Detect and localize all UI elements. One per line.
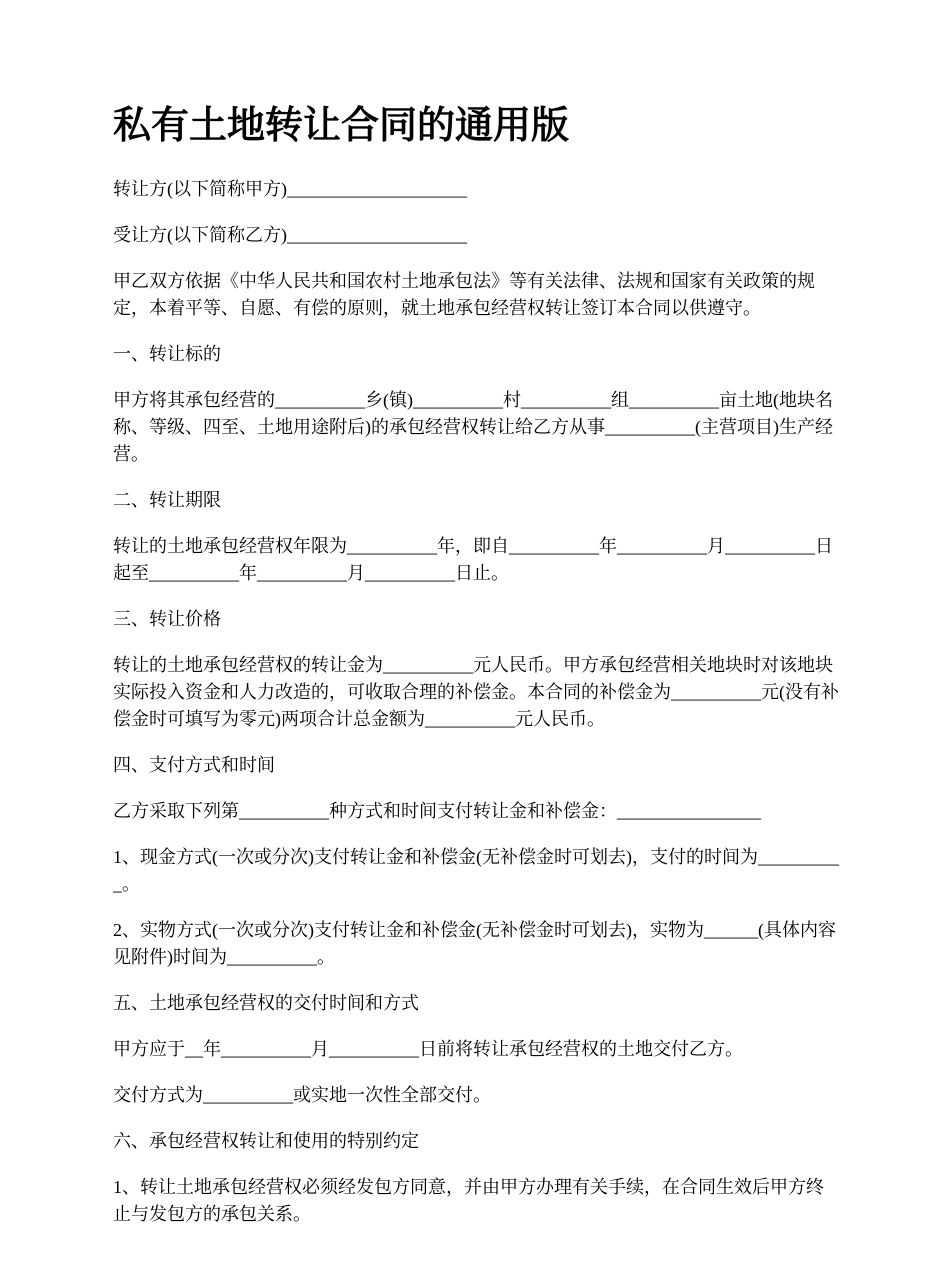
- section-3-heading: 三、转让价格: [113, 608, 221, 629]
- party-a-line: 转让方(以下简称甲方)____________________: [113, 178, 467, 199]
- section-5-heading: 五、土地承包经营权的交付时间和方式: [113, 992, 419, 1013]
- section-5-paragraph-2: 交付方式为__________或实地一次性全部交付。: [113, 1084, 491, 1105]
- section-3-paragraph: 转让的土地承包经营权的转让金为__________元人民币。甲方承包经营相关地块时对该地块实际投入资金和人力改造的，可收取合理的补偿金。本合同的补偿金为__________元(没有补偿金时可填写为零元)两项合计总金额为__________元人民币。: [113, 654, 839, 729]
- section-6-item-1: 1、转让土地承包经营权必须经发包方同意，并由甲方办理有关手续，在合同生效后甲方终止与发包方的承包关系。: [113, 1176, 824, 1224]
- section-6-heading: 六、承包经营权转让和使用的特别约定: [113, 1130, 419, 1151]
- section-4-paragraph: 乙方采取下列第__________种方式和时间支付转让金和补偿金：________________: [113, 800, 761, 821]
- payment-option-2: 2、实物方式(一次或分次)支付转让金和补偿金(无补偿金时可划去)，实物为______(具体内容见附件)时间为__________。: [113, 919, 836, 967]
- section-1-paragraph: 甲方将其承包经营的__________乡(镇)__________村__________组__________亩土地(地块名称、等级、四至、土地用途附后)的承包经营权转让给乙方从事__________(主营项目)生产经营。: [113, 389, 833, 464]
- section-2-paragraph: 转让的土地承包经营权年限为__________年，即自__________年__________月__________日起至__________年__________月__________日止。: [113, 535, 833, 583]
- section-2-heading: 二、转让期限: [113, 489, 221, 510]
- party-b-line: 受让方(以下简称乙方)____________________: [113, 224, 467, 245]
- preamble-paragraph: 甲乙双方依据《中华人民共和国农村土地承包法》等有关法律、法规和国家有关政策的规定，本着平等、自愿、有偿的原则，就土地承包经营权转让签订本合同以供遵守。: [113, 270, 815, 318]
- section-5-paragraph-1: 甲方应于__年__________月__________日前将转让承包经营权的土地交付乙方。: [113, 1038, 743, 1059]
- section-1-heading: 一、转让标的: [113, 343, 221, 364]
- document-title: 私有土地转让合同的通用版: [113, 105, 570, 147]
- payment-option-1: 1、现金方式(一次或分次)支付转让金和补偿金(无补偿金时可划去)，支付的时间为__________。: [113, 846, 839, 894]
- section-4-heading: 四、支付方式和时间: [113, 754, 275, 775]
